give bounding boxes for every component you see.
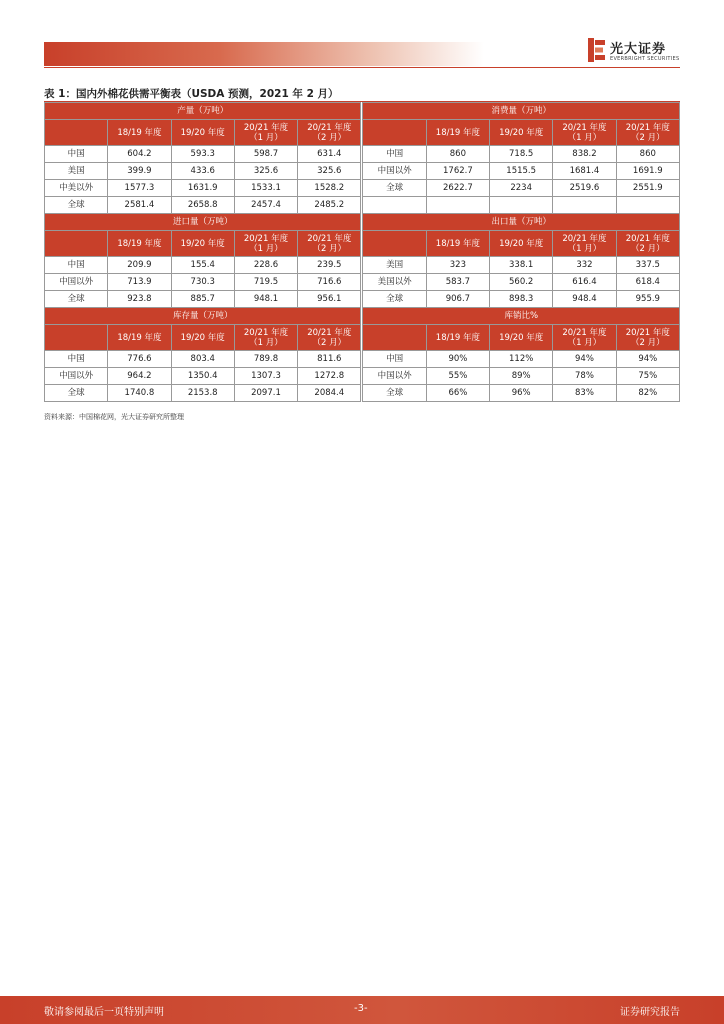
year-header: 19/20 年度 [171, 231, 234, 257]
year-header: 20/21 年度 （1 月） [234, 120, 297, 146]
year-header: 20/21 年度 （2 月） [298, 120, 361, 146]
data-cell: 1528.2 [298, 180, 361, 197]
data-cell: 716.6 [298, 274, 361, 291]
section-title-stocks: 库存量（万吨） [45, 308, 361, 325]
row-label: 美国 [45, 163, 108, 180]
data-cell: 239.5 [298, 257, 361, 274]
header-blank [45, 231, 108, 257]
row-label: 中国以外 [363, 368, 426, 385]
table-row [45, 351, 680, 368]
data-cell: 2658.8 [171, 197, 234, 214]
data-cell: 719.5 [234, 274, 297, 291]
year-header-row [45, 325, 680, 351]
table-row [45, 163, 680, 180]
data-cell: 338.1 [490, 257, 553, 274]
row-label: 全球 [45, 291, 108, 308]
data-cell: 1577.3 [108, 180, 171, 197]
year-header: 19/20 年度 [490, 325, 553, 351]
data-cell: 337.5 [616, 257, 679, 274]
row-label: 中国 [363, 146, 426, 163]
row-label: 中国以外 [45, 368, 108, 385]
section-title-row [45, 308, 680, 325]
header-blank [363, 120, 426, 146]
data-cell: 1691.9 [616, 163, 679, 180]
row-label: 全球 [363, 385, 426, 402]
cotton-balance-table [44, 102, 680, 402]
header-blank [363, 325, 426, 351]
data-cell: 2234 [490, 180, 553, 197]
table-row [45, 197, 680, 214]
data-cell: 94% [553, 351, 616, 368]
row-label: 中国 [45, 351, 108, 368]
data-cell: 75% [616, 368, 679, 385]
data-cell: 2457.4 [234, 197, 297, 214]
data-cell: 604.2 [108, 146, 171, 163]
data-cell: 730.3 [171, 274, 234, 291]
table-row [45, 257, 680, 274]
footer-disclaimer: 敬请参阅最后一页特别声明 [44, 1007, 164, 1018]
section-title-row [45, 103, 680, 120]
data-cell: 2551.9 [616, 180, 679, 197]
year-header: 19/20 年度 [171, 325, 234, 351]
source-note: 资料来源：中国棉花网，光大证券研究所整理 [44, 413, 184, 421]
data-cell: 955.9 [616, 291, 679, 308]
data-cell: 90% [426, 351, 489, 368]
data-cell: 923.8 [108, 291, 171, 308]
row-label: 美国 [363, 257, 426, 274]
data-cell: 96% [490, 385, 553, 402]
row-label: 全球 [363, 291, 426, 308]
footer-report-type: 证券研究报告 [620, 1007, 680, 1018]
table-caption: 表 1：国内外棉花供需平衡表（USDA 预测，2021 年 2 月） [44, 88, 339, 100]
row-label: 中美以外 [45, 180, 108, 197]
data-cell: 811.6 [298, 351, 361, 368]
row-label: 全球 [363, 180, 426, 197]
year-header: 20/21 年度 （1 月） [234, 231, 297, 257]
company-logo [588, 36, 688, 66]
table-row [45, 385, 680, 402]
header-blank [45, 325, 108, 351]
table-row [45, 146, 680, 163]
empty-cell [553, 197, 616, 214]
data-cell: 860 [616, 146, 679, 163]
section-title-stock-ratio: 库销比% [363, 308, 680, 325]
section-title-consumption: 消费量（万吨） [363, 103, 680, 120]
data-cell: 2581.4 [108, 197, 171, 214]
table-row [45, 368, 680, 385]
year-header: 18/19 年度 [108, 231, 171, 257]
year-header: 20/21 年度 （1 月） [553, 325, 616, 351]
data-cell: 803.4 [171, 351, 234, 368]
data-cell: 2153.8 [171, 385, 234, 402]
data-cell: 906.7 [426, 291, 489, 308]
data-cell: 1515.5 [490, 163, 553, 180]
data-cell: 1272.8 [298, 368, 361, 385]
data-cell: 1762.7 [426, 163, 489, 180]
table-row [45, 180, 680, 197]
data-cell: 399.9 [108, 163, 171, 180]
table-row [45, 274, 680, 291]
data-cell: 560.2 [490, 274, 553, 291]
data-cell: 598.7 [234, 146, 297, 163]
year-header: 20/21 年度 （1 月） [553, 120, 616, 146]
year-header: 20/21 年度 （2 月） [298, 231, 361, 257]
page-number: -3- [354, 1003, 368, 1014]
data-cell: 948.4 [553, 291, 616, 308]
page-footer [0, 996, 724, 1024]
empty-cell [363, 197, 426, 214]
section-title-production: 产量（万吨） [45, 103, 361, 120]
data-cell: 956.1 [298, 291, 361, 308]
section-title-row [45, 214, 680, 231]
row-label: 中国 [363, 351, 426, 368]
year-header: 20/21 年度 （2 月） [616, 231, 679, 257]
logo-text-cn: 光大证券 [610, 42, 667, 57]
data-cell: 1533.1 [234, 180, 297, 197]
data-cell: 78% [553, 368, 616, 385]
data-cell: 860 [426, 146, 489, 163]
header-banner [44, 42, 484, 66]
header-blank [45, 120, 108, 146]
data-cell: 2084.4 [298, 385, 361, 402]
data-cell: 155.4 [171, 257, 234, 274]
data-cell: 1681.4 [553, 163, 616, 180]
data-cell: 718.5 [490, 146, 553, 163]
data-cell: 82% [616, 385, 679, 402]
data-cell: 713.9 [108, 274, 171, 291]
empty-cell [490, 197, 553, 214]
empty-cell [426, 197, 489, 214]
data-cell: 2519.6 [553, 180, 616, 197]
data-cell: 2622.7 [426, 180, 489, 197]
data-cell: 94% [616, 351, 679, 368]
data-cell: 112% [490, 351, 553, 368]
data-cell: 789.8 [234, 351, 297, 368]
row-label: 全球 [45, 385, 108, 402]
data-cell: 593.3 [171, 146, 234, 163]
data-cell: 616.4 [553, 274, 616, 291]
row-label: 中国 [45, 257, 108, 274]
data-cell: 964.2 [108, 368, 171, 385]
table-row [45, 291, 680, 308]
data-cell: 631.4 [298, 146, 361, 163]
data-cell: 1350.4 [171, 368, 234, 385]
year-header: 18/19 年度 [108, 120, 171, 146]
logo-mark-icon [588, 38, 606, 62]
year-header: 20/21 年度 （2 月） [298, 325, 361, 351]
year-header: 18/19 年度 [108, 325, 171, 351]
data-cell: 776.6 [108, 351, 171, 368]
year-header: 20/21 年度 （2 月） [616, 325, 679, 351]
row-label: 中国以外 [45, 274, 108, 291]
section-title-exports: 出口量（万吨） [363, 214, 680, 231]
data-cell: 2485.2 [298, 197, 361, 214]
data-cell: 325.6 [234, 163, 297, 180]
data-cell: 332 [553, 257, 616, 274]
year-header: 20/21 年度 （1 月） [553, 231, 616, 257]
row-label: 中国以外 [363, 163, 426, 180]
data-cell: 209.9 [108, 257, 171, 274]
row-label: 全球 [45, 197, 108, 214]
year-header: 19/20 年度 [171, 120, 234, 146]
year-header: 19/20 年度 [490, 120, 553, 146]
year-header: 18/19 年度 [426, 325, 489, 351]
data-cell: 885.7 [171, 291, 234, 308]
row-label: 中国 [45, 146, 108, 163]
data-cell: 228.6 [234, 257, 297, 274]
header-rule [44, 67, 680, 68]
data-cell: 66% [426, 385, 489, 402]
year-header-row [45, 120, 680, 146]
logo-text-en: EVERBRIGHT SECURITIES [610, 56, 680, 62]
year-header: 20/21 年度 （2 月） [616, 120, 679, 146]
data-cell: 89% [490, 368, 553, 385]
data-cell: 433.6 [171, 163, 234, 180]
year-header: 18/19 年度 [426, 120, 489, 146]
year-header: 20/21 年度 （1 月） [234, 325, 297, 351]
header-blank [363, 231, 426, 257]
data-cell: 1307.3 [234, 368, 297, 385]
year-header-row [45, 231, 680, 257]
data-cell: 55% [426, 368, 489, 385]
data-cell: 2097.1 [234, 385, 297, 402]
data-cell: 1740.8 [108, 385, 171, 402]
section-title-imports: 进口量（万吨） [45, 214, 361, 231]
data-cell: 618.4 [616, 274, 679, 291]
data-cell: 583.7 [426, 274, 489, 291]
data-cell: 325.6 [298, 163, 361, 180]
year-header: 18/19 年度 [426, 231, 489, 257]
data-cell: 83% [553, 385, 616, 402]
data-cell: 1631.9 [171, 180, 234, 197]
year-header: 19/20 年度 [490, 231, 553, 257]
data-cell: 898.3 [490, 291, 553, 308]
row-label: 美国以外 [363, 274, 426, 291]
empty-cell [616, 197, 679, 214]
data-cell: 948.1 [234, 291, 297, 308]
data-cell: 838.2 [553, 146, 616, 163]
data-cell: 323 [426, 257, 489, 274]
